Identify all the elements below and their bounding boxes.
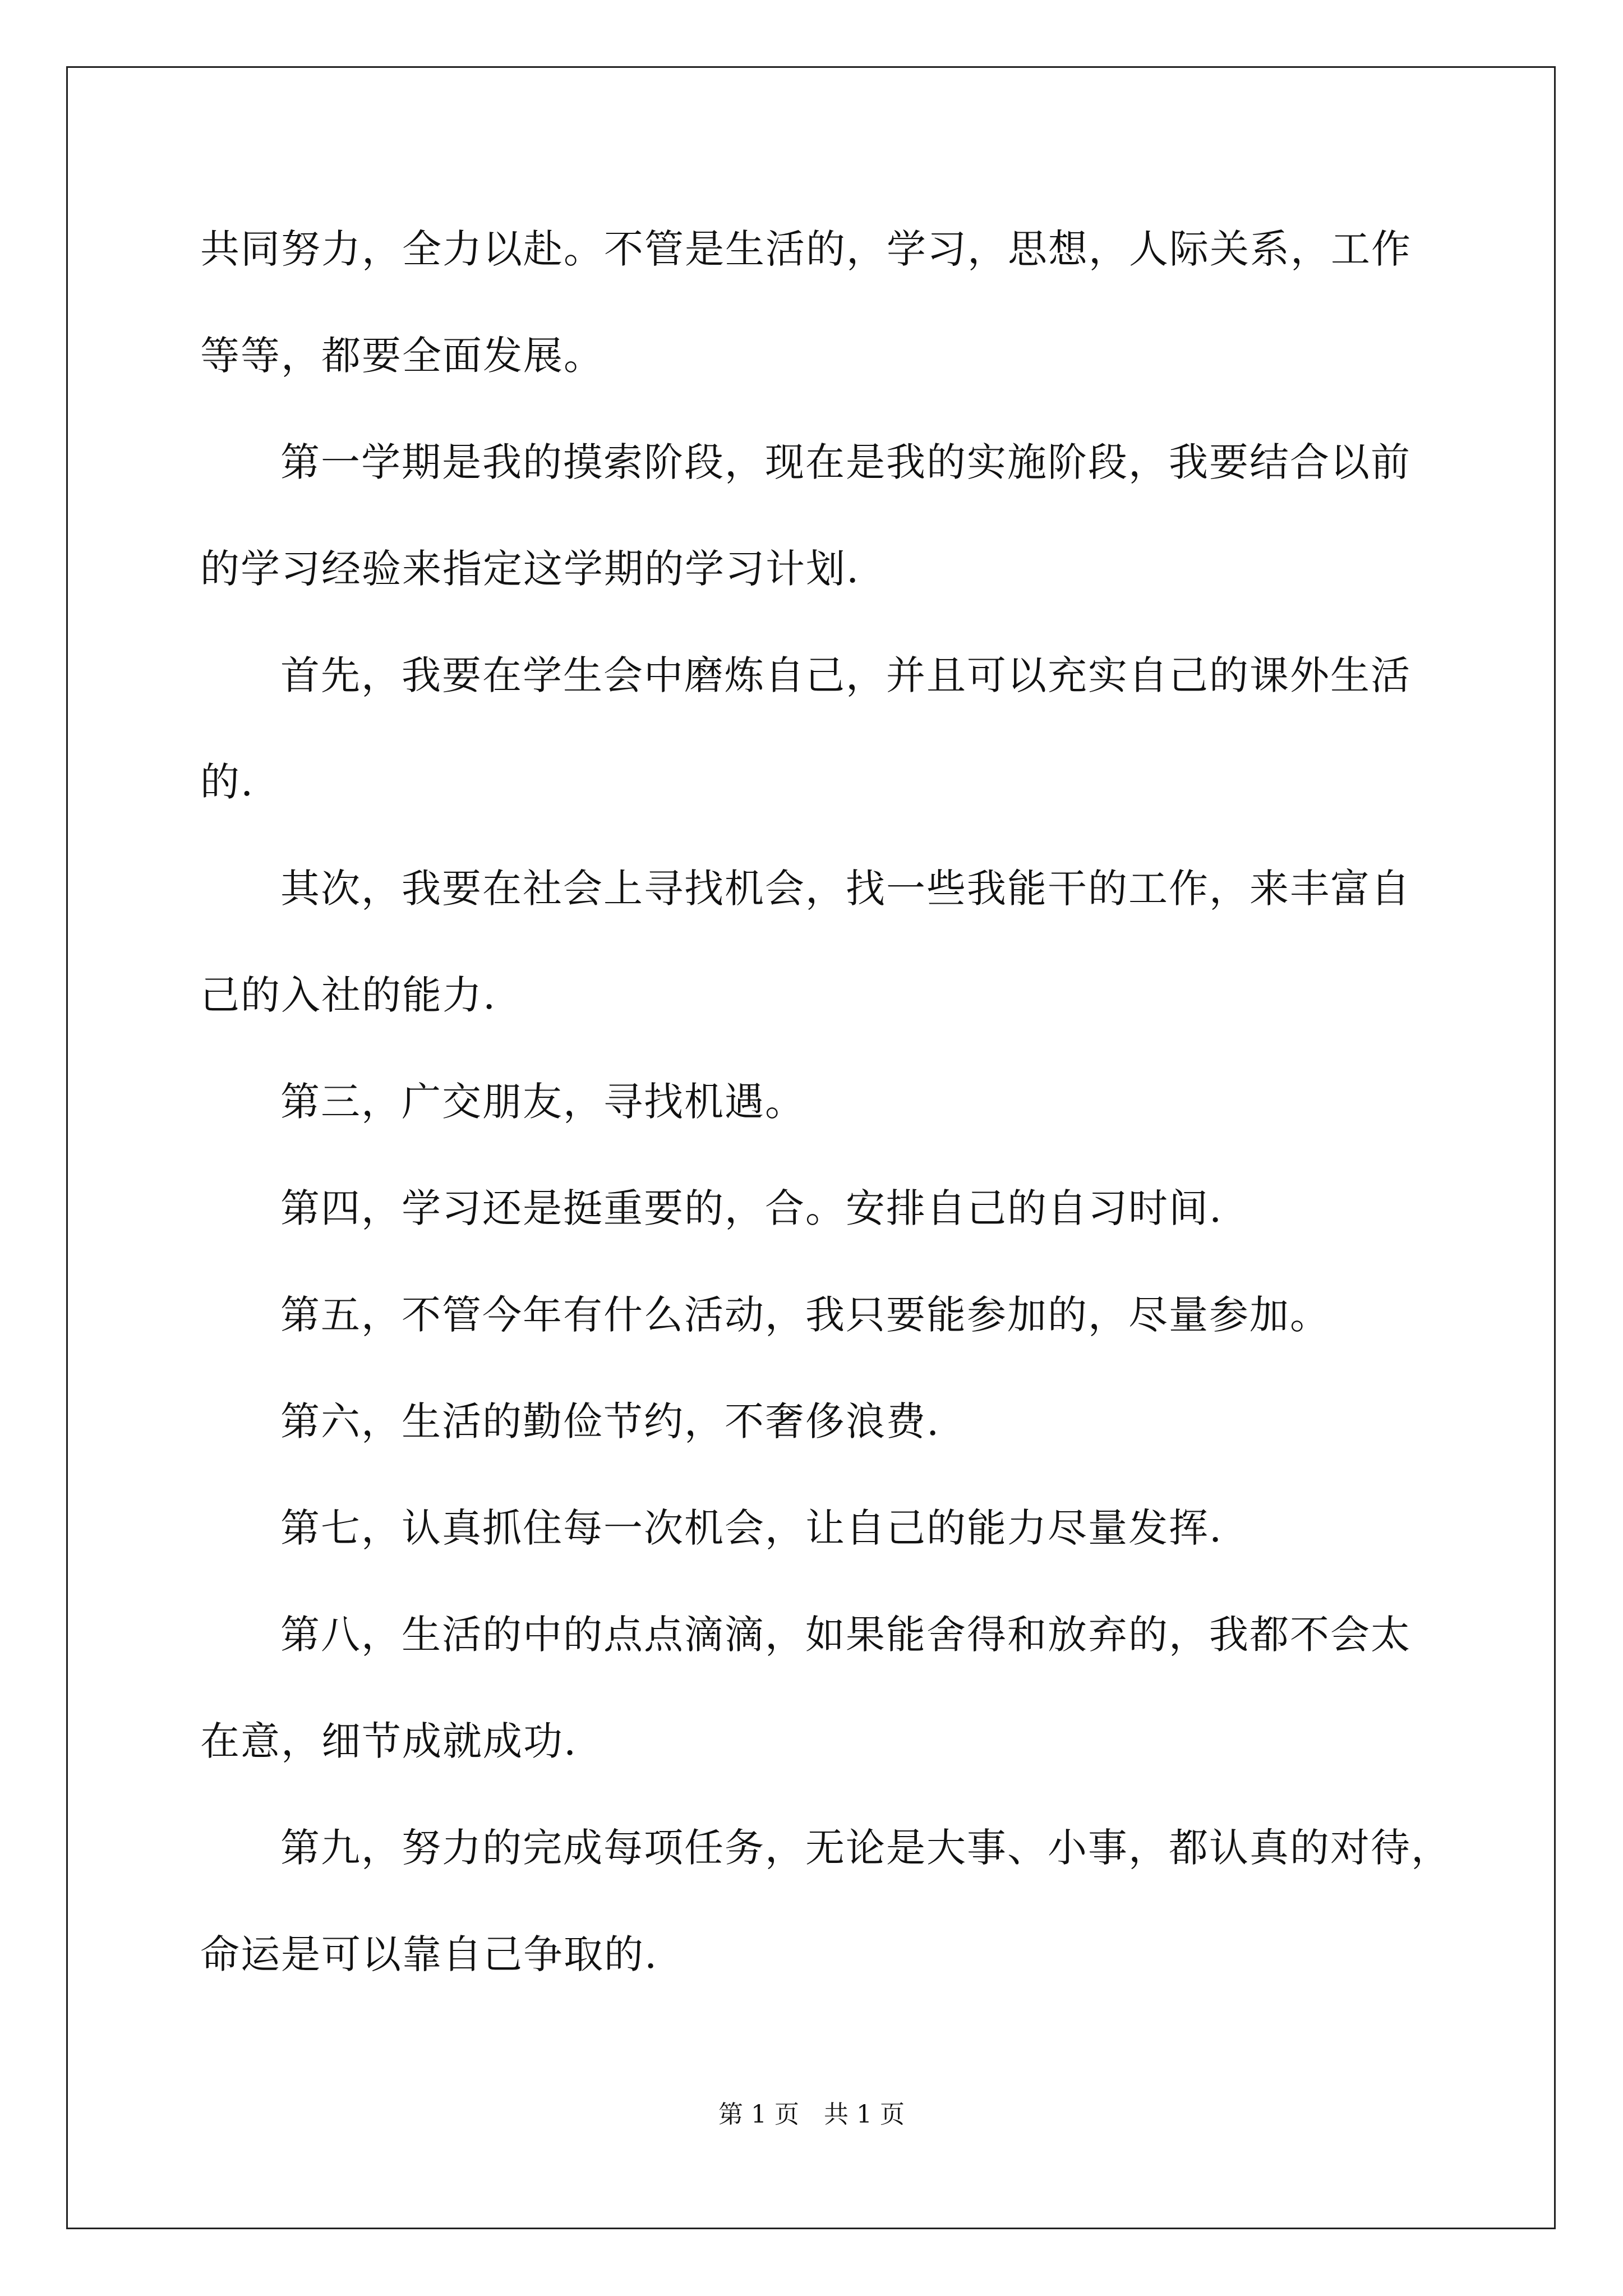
text-line-14: 第八，生活的中的点点滴滴，如果能舍得和放弃的，我都不会太 xyxy=(280,1612,1411,1658)
text-line-7: 其次，我要在社会上寻找机会，找一些我能干的工作，来丰富自 xyxy=(280,866,1411,912)
text-line-10: 第四，学习还是挺重要的，合。安排自己的自习时间. xyxy=(280,1185,1223,1231)
text-line-6: 的. xyxy=(200,759,255,805)
text-line-4: 的学习经验来指定这学期的学习计划. xyxy=(200,546,860,592)
text-line-3: 第一学期是我的摸索阶段，现在是我的实施阶段，我要结合以前 xyxy=(280,439,1411,485)
page-number: 第 1 页 共 1 页 xyxy=(718,2100,905,2129)
text-line-5: 首先，我要在学生会中磨炼自己，并且可以充实自己的课外生活 xyxy=(280,652,1411,698)
page-border xyxy=(66,66,1556,2229)
page-footer xyxy=(0,2098,1623,2132)
text-line-17: 命运是可以靠自己争取的. xyxy=(200,1931,658,1977)
text-line-13: 第七，认真抓住每一次机会，让自己的能力尽量发挥. xyxy=(280,1505,1223,1551)
text-line-8: 己的入社的能力. xyxy=(200,972,497,1018)
text-line-16: 第九，努力的完成每项任务，无论是大事、小事，都认真的对待， xyxy=(280,1825,1451,1871)
text-line-1: 共同努力，全力以赴。不管是生活的，学习，思想，人际关系，工作 xyxy=(200,226,1412,272)
text-line-12: 第六，生活的勤俭节约，不奢侈浪费. xyxy=(280,1398,940,1444)
text-line-2: 等等，都要全面发展。 xyxy=(200,333,604,379)
text-line-15: 在意，细节成就成功. xyxy=(200,1718,578,1764)
text-line-11: 第五，不管今年有什么活动，我只要能参加的，尽量参加。 xyxy=(280,1292,1330,1338)
text-line-9: 第三，广交朋友，寻找机遇。 xyxy=(280,1079,805,1125)
